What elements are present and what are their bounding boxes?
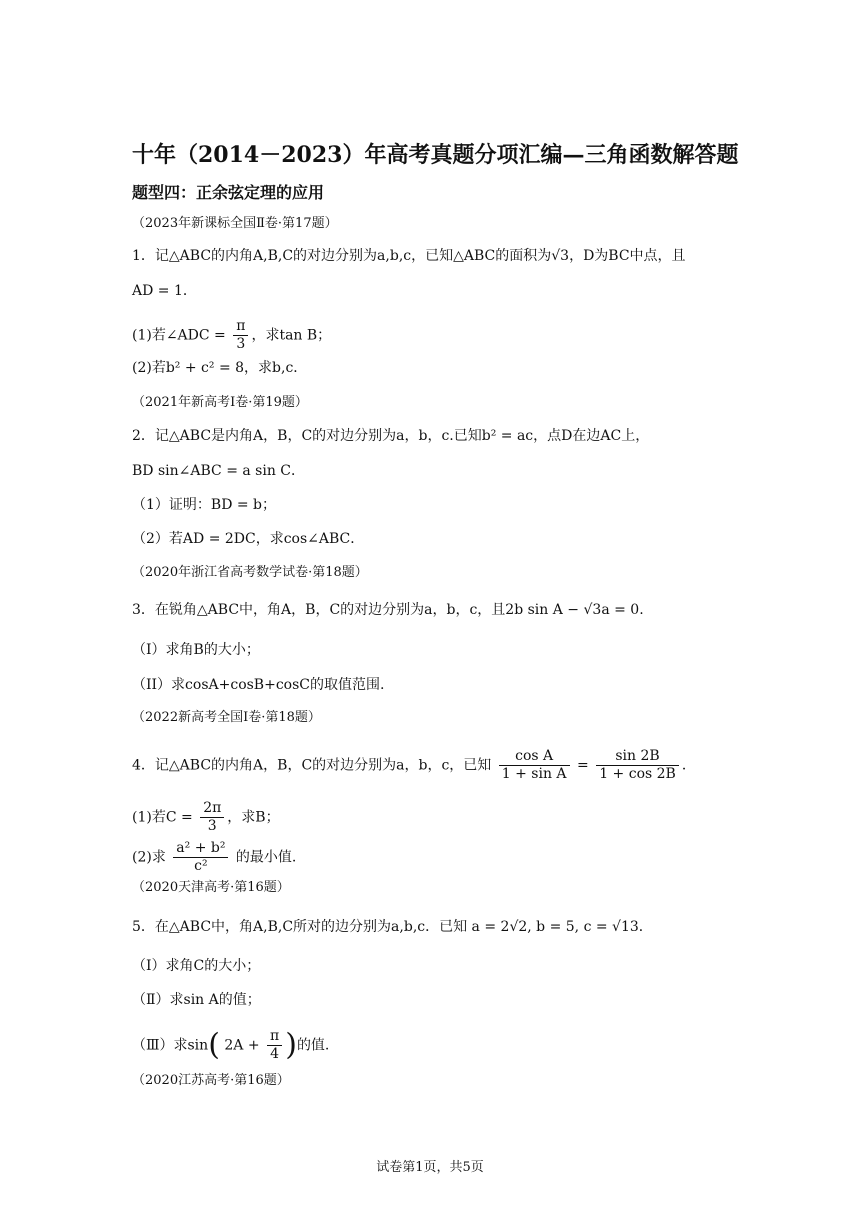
problem-2-source: （2021年新高考Ⅰ卷·第19题） — [132, 395, 308, 410]
problem-5-line-3: （Ⅱ）求sin A的值； — [132, 992, 261, 1008]
problem-4-line-2: (1)若C = $\frac{2\pi}{3}$ ，求B； — [132, 800, 280, 834]
page-footer: 试卷第1页，共5页 — [376, 1160, 484, 1175]
problem-4-source: （2022新高考全国I卷·第18题） — [132, 710, 321, 725]
fraction: $\frac{2\pi}{3}$ — [200, 800, 224, 835]
problem-1-line-4: (2)若b² + c² = 8，求b,c． — [132, 360, 308, 376]
problem-2-line-1: 2．记△ABC是内角A，B，C的对边分别为a，b，c.已知b² = ac，点D在边AC上， — [132, 428, 650, 444]
problem-4-line-3: (2)求 $\frac{\text{a² + b²}}{\text{c²}}$ 的最小值. — [132, 840, 297, 874]
problem-3-line-3: （II）求cosA+cosB+cosC的取值范围. — [132, 677, 385, 693]
problem-2-line-3: （1）证明：BD = b； — [132, 497, 277, 513]
document-title: 十年（2014－2023）年高考真题分项汇编—三角函数解答题 — [132, 142, 739, 168]
problem-1-source: （2023年新课标全国Ⅱ卷·第17题） — [132, 216, 338, 231]
problem-1-line-1: 1．记△ABC的内角A,B,C的对边分别为a,b,c，已知△ABC的面积为√3，D为BC中点，且 — [132, 248, 686, 264]
fraction: $\frac{\text{cos A}}{\text{1 + sin A}}$ — [499, 748, 570, 783]
fraction: $\frac{\pi}{3}$ — [233, 318, 248, 353]
problem-3-line-2: （I）求角B的大小； — [132, 642, 260, 658]
problem-2-line-4: （2）若AD = 2DC，求cos∠ABC． — [132, 531, 365, 547]
problem-5-source: （2020天津高考·第16题） — [132, 880, 290, 895]
problem-5-line-2: （Ⅰ）求角C的大小； — [132, 958, 261, 974]
problem-6-source: （2020江苏高考·第16题） — [132, 1073, 290, 1088]
fraction: $\frac{\text{a² + b²}}{\text{c²}}$ — [173, 840, 228, 875]
problem-4-line-1: 4．记△ABC的内角A，B，C的对边分别为a，b，c，已知 $\frac{\text{cos A}}{\text{1 + sin A}}$ = $\frac{\sin 2B}{1 + \cos 2B}$ ． — [132, 748, 696, 782]
fraction: $\frac{\sin 2B}{1 + \cos 2B}$ — [596, 748, 679, 783]
problem-1-line-2: AD = 1． — [132, 283, 197, 299]
section-title: 题型四：正余弦定理的应用 — [132, 183, 325, 202]
fraction: $\frac{\pi}{4}$ — [267, 1028, 282, 1063]
problem-2-line-2: BD sin∠ABC = a sin C． — [132, 463, 306, 479]
problem-5-line-4: （Ⅲ）求sin( 2A + $\frac{\pi}{4}$ )的值. — [132, 1027, 330, 1063]
problem-1-line-3: (1)若∠ADC = $\frac{\pi}{3}$ ，求tan B； — [132, 318, 332, 352]
problem-3-source: （2020年浙江省高考数学试卷·第18题） — [132, 565, 368, 580]
problem-3-line-1: 3．在锐角△ABC中，角A，B，C的对边分别为a，b，c，且2b sin A − √3a = 0. — [132, 602, 644, 618]
problem-5-line-1: 5．在△ABC中，角A,B,C所对的边分别为a,b,c．已知 a = 2√2, b = 5, c = √13． — [132, 919, 653, 935]
